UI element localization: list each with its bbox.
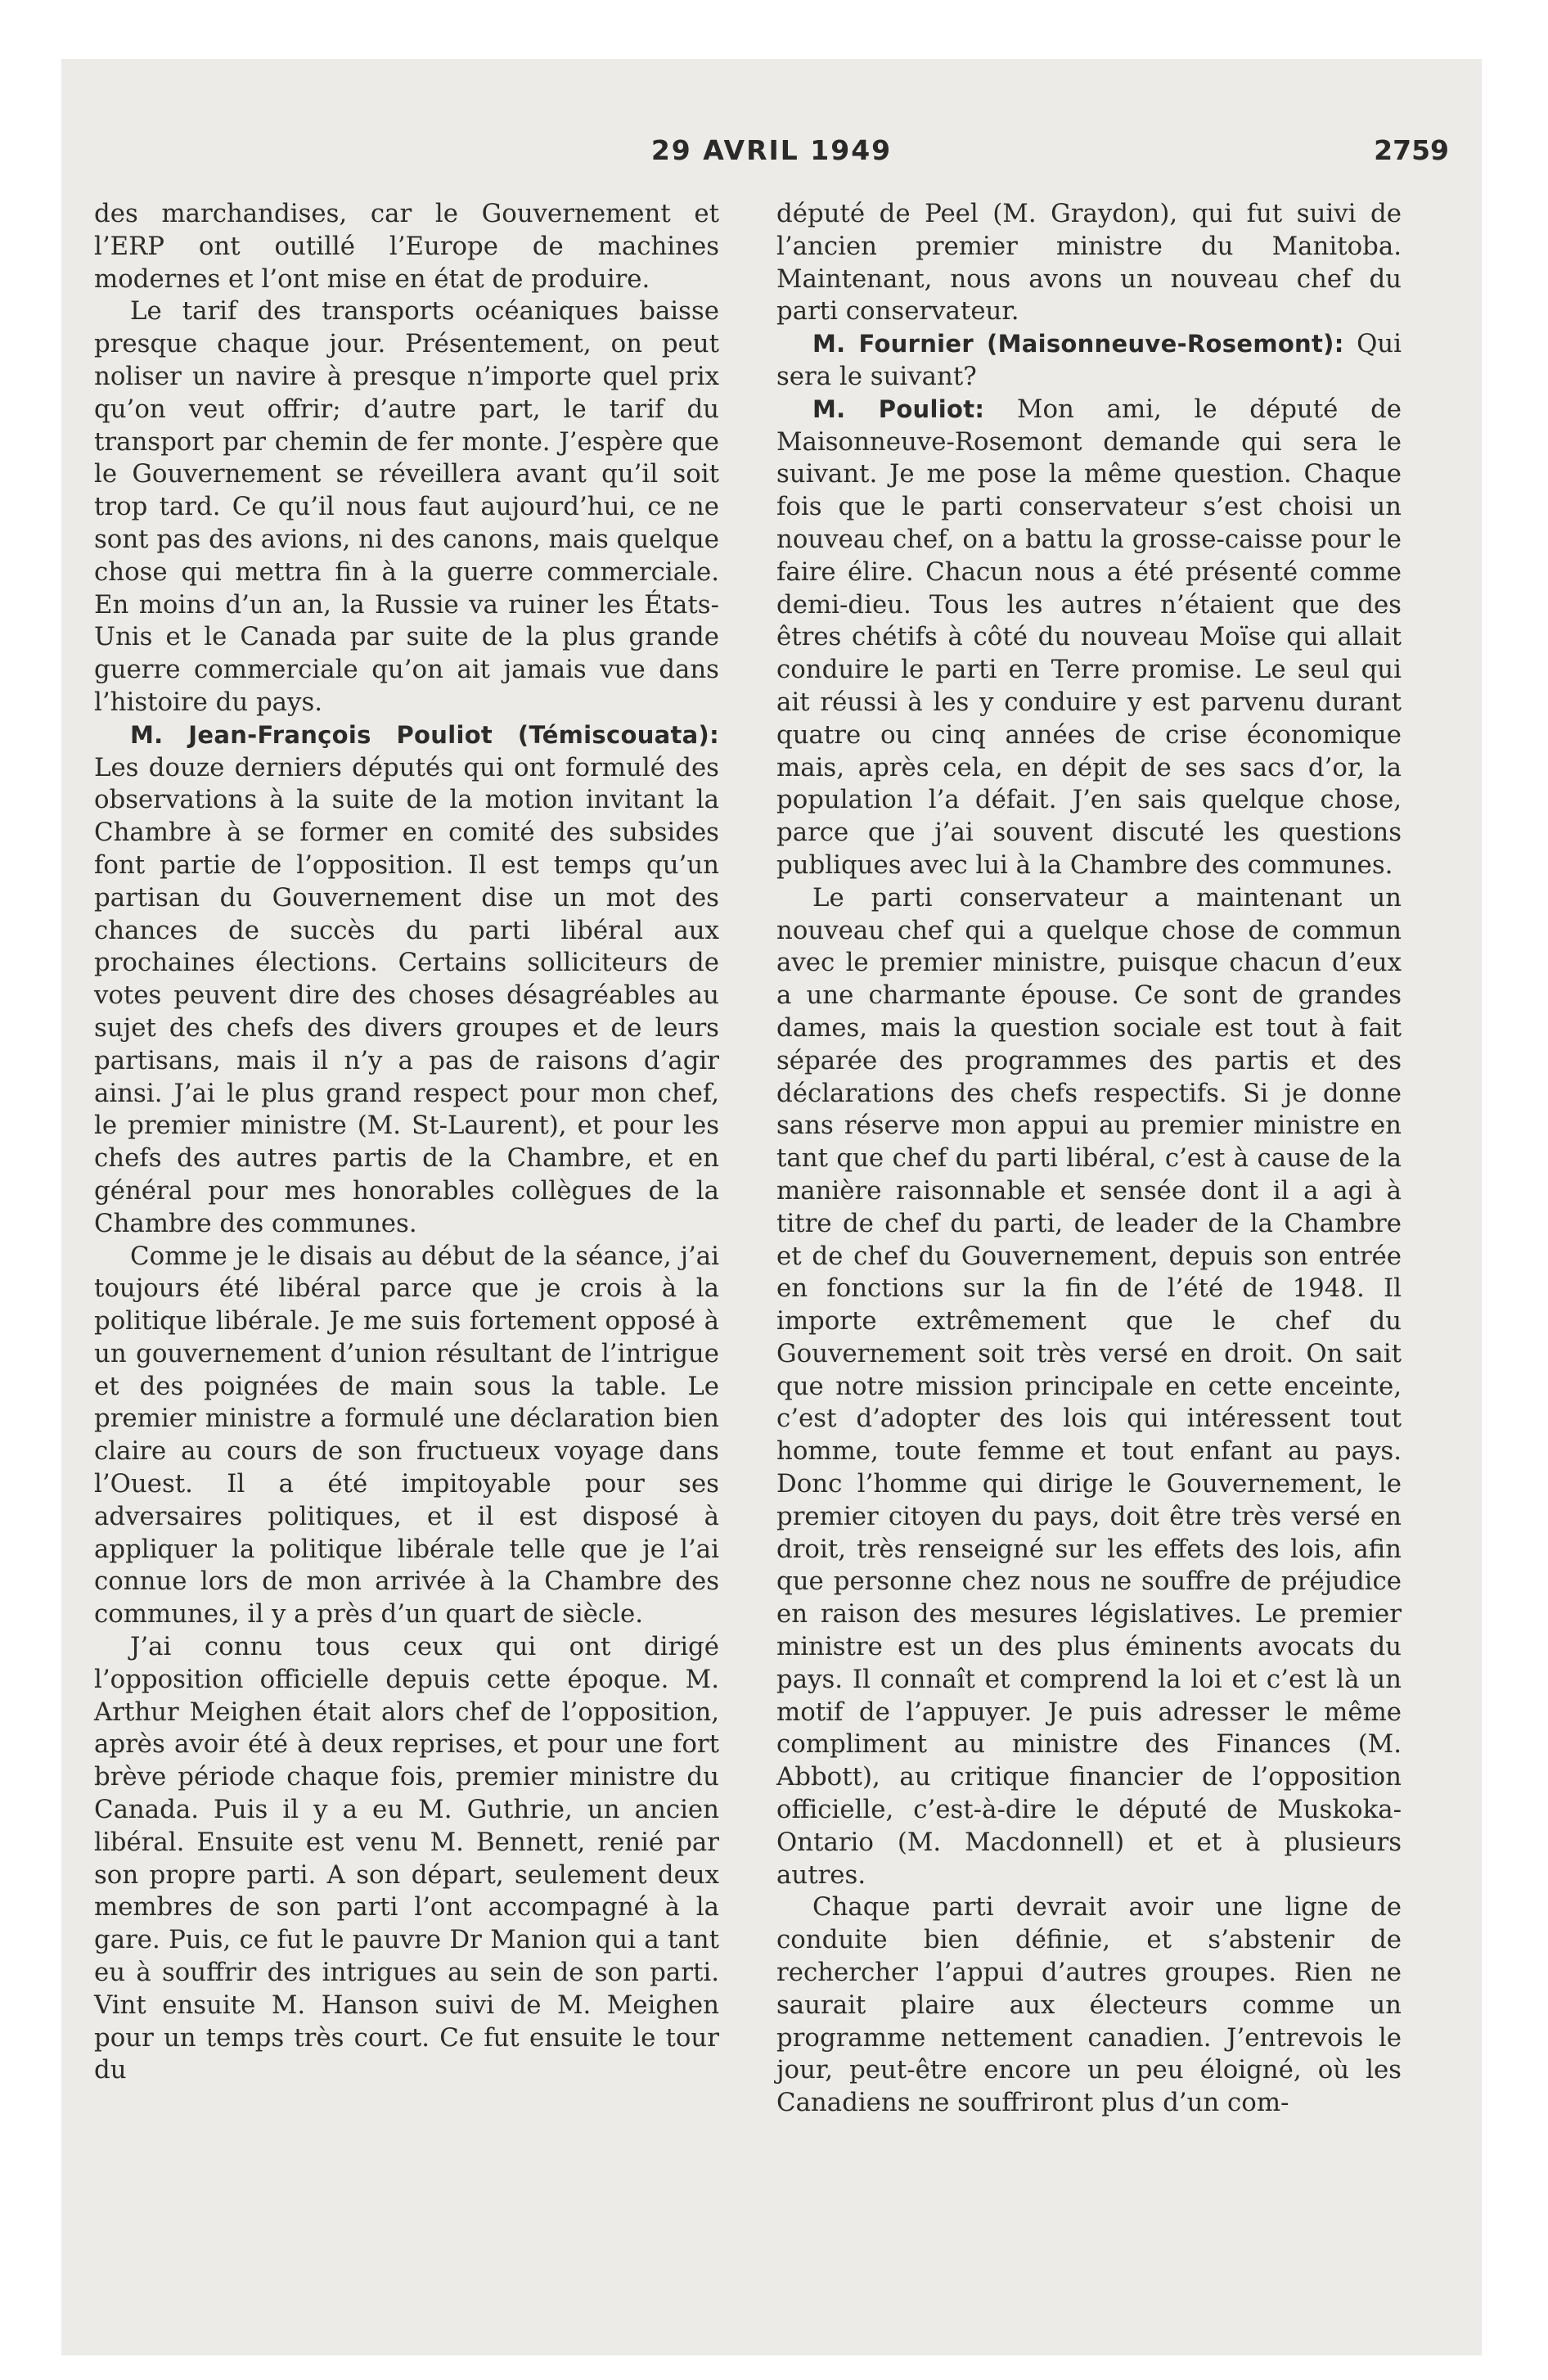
speaker-name: M. Pouliot:: [812, 394, 985, 423]
page-header: [61, 134, 1482, 175]
speaker-name: M. Fournier (Maisonneuve-Rosemont):: [812, 330, 1344, 358]
paragraph-text: des marchandises, car le Gouvernement et l’ERP ont outillé l’Europe de machines modernes et l’ont mise en état de produire.: [94, 199, 719, 294]
page-number: 2759: [1374, 134, 1449, 166]
right-column: [776, 198, 1402, 2120]
paragraph-text: Mon ami, le député de Maisonneuve-Rosemont demande qui sera le suivant. Je me pose la même question. Chaque fois que le parti conservateur s’est choisi un nouveau chef, on a battu la grosse-caisse pour le faire élire. Chacun nous a été présenté comme demi-dieu. Tous les autres n’étaient que des êtres chétifs à côté du nouveau Moïse qui allait conduire le parti en Terre promise. Le seul qui ait réussi à les y conduire y est parvenu durant quatre ou cinq années de crise économique mais, après cela, en dépit de ses sacs d’or, la population l’a défait. J’en sais quelque chose, parce que j’ai souvent discuté les questions publiques avec lui à la Chambre des communes.: [776, 394, 1402, 880]
paragraph-text: député de Peel (M. Graydon), qui fut suivi de l’ancien premier ministre du Manitoba. Maintenant, nous avons un nouveau chef du parti conservateur.: [776, 199, 1402, 327]
paragraph-text: Comme je le disais au début de la séance, j’ai toujours été libéral parce que je crois à la politique libérale. Je me suis fortement opposé à un gouvernement d’union résultant de l’intrigue et des poignées de main sous la table. Le premier ministre a formulé une déclaration bien claire au cours de son fructueux voyage dans l’Ouest. Il a été impitoyable pour ses adversaires politiques, et il est disposé à appliquer la politique libérale telle que je l’ai connue lors de mon arrivée à la Chambre des communes, il y a près d’un quart de siècle.: [94, 1241, 719, 1629]
paragraph: [94, 1631, 719, 2087]
scanned-page: [61, 59, 1482, 2355]
paragraph-text: Qui sera le suivant?: [776, 329, 1402, 391]
paragraph-text: Les douze derniers députés qui ont formulé des observations à la suite de la motion invitant la Chambre à se former en comité des subsides font partie de l’opposition. Il est temps qu’un partisan du Gouvernement dise un mot des chances de succès du parti libéral aux prochaines élections. Certains solliciteurs de votes peuvent dire des choses désagréables au sujet des chefs des divers groupes et de leurs partisans, mais il n’y a pas de raisons d’agir ainsi. J’ai le plus grand respect pour mon chef, le premier ministre (M. St-Laurent), et pour les chefs des autres partis de la Chambre, et en général pour mes honorables collègues de la Chambre des communes.: [94, 752, 719, 1238]
paragraph: [94, 1241, 719, 1632]
speaker-name: M. Jean-François Pouliot (Témiscouata):: [130, 720, 719, 749]
left-column: [94, 198, 719, 2087]
paragraph: [776, 1891, 1402, 2120]
paragraph: [776, 328, 1402, 394]
paragraph: [94, 198, 719, 295]
header-date: 29 AVRIL 1949: [650, 134, 893, 166]
paragraph-text: J’ai connu tous ceux qui ont dirigé l’opposition officielle depuis cette époque. M. Arthur Meighen était alors chef de l’opposition, après avoir été à deux reprises, et pour une fort brève période chaque fois, premier ministre du Canada. Puis il y a eu M. Guthrie, un ancien libéral. Ensuite est venu M. Bennett, renié par son propre parti. A son départ, seulement deux membres de son parti l’ont accompagné à la gare. Puis, ce fut le pauvre Dr Manion qui a tant eu à souffrir des intrigues au sein de son parti. Vint ensuite M. Hanson suivi de M. Meighen pour un temps très court. Ce fut ensuite le tour du: [94, 1632, 719, 2085]
paragraph: [94, 719, 719, 1241]
paragraph-text: Le parti conservateur a maintenant un nouveau chef qui a quelque chose de commun avec le premier ministre, puisque chacun d’eux a une charmante épouse. Ce sont de grandes dames, mais la question sociale est tout à fait séparée des programmes des partis et des déclarations des chefs respectifs. Si je donne sans réserve mon appui au premier ministre en tant que chef du parti libéral, c’est à cause de la manière raisonnable et sensée dont il a agi à titre de chef du parti, de leader de la Chambre et de chef du Gouvernement, depuis son entrée en fonctions sur la fin de l’été de 1948. Il importe extrêmement que le chef du Gouvernement soit très versé en droit. On sait que notre mission principale en cette enceinte, c’est d’adopter des lois qui intéressent tout homme, toute femme et tout enfant au pays. Donc l’homme qui dirige le Gouvernement, le premier citoyen du pays, doit être très versé en droit, très renseigné sur les effets des lois, afin que personne chez nous ne souffre de préjudice en raison des mesures législatives. Le premier ministre est un des plus éminents avocats du pays. Il connaît et comprend la loi et c’est là un motif de l’appuyer. Je puis adresser le même compliment au ministre des Finances (M. Abbott), au critique financier de l’opposition officielle, c’est-à-dire le député de Muskoka-Ontario (M. Macdonnell) et et à plusieurs autres.: [776, 882, 1402, 1890]
paragraph: [776, 198, 1402, 328]
paragraph: [94, 295, 719, 719]
paragraph: [776, 882, 1402, 1892]
paragraph-text: Chaque parti devrait avoir une ligne de conduite bien définie, et s’abstenir de rechercher l’appui d’autres groupes. Rien ne saurait plaire aux électeurs comme un programme nettement canadien. J’entrevois le jour, peut-être encore un peu éloigné, où les Canadiens ne souffriront plus d’un com-: [776, 1892, 1402, 2118]
paragraph: [776, 394, 1402, 882]
paragraph-text: Le tarif des transports océaniques baisse presque chaque jour. Présentement, on peut noliser un navire à presque n’importe quel prix qu’on veut offrir; d’autre part, le tarif du transport par chemin de fer monte. J’espère que le Gouvernement se réveillera avant qu’il soit trop tard. Ce qu’il nous faut aujourd’hui, ce ne sont pas des avions, ni des canons, mais quelque chose qui mettra fin à la guerre commerciale. En moins d’un an, la Russie va ruiner les États-Unis et le Canada par suite de la plus grande guerre commerciale qu’on ait jamais vue dans l’histoire du pays.: [94, 296, 719, 717]
